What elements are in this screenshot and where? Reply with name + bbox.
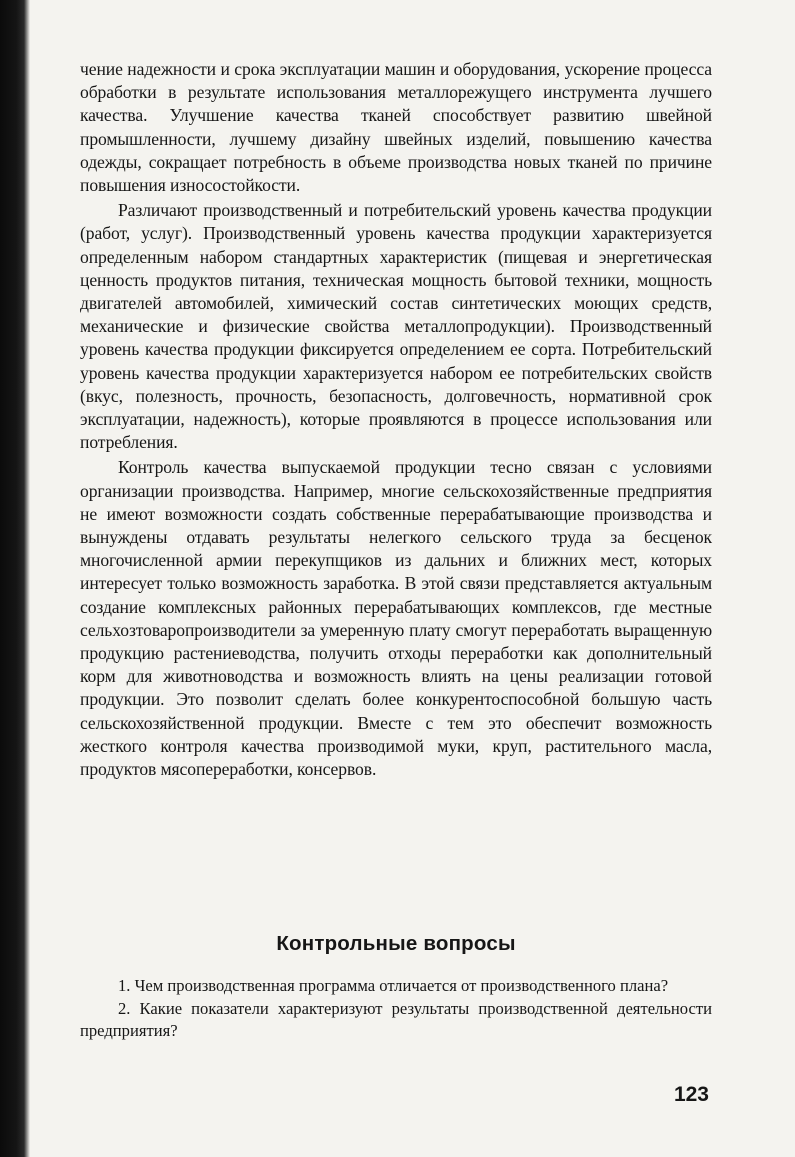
- paragraph-quality-levels: Различают производственный и потребительский уровень качества продукции (работ, услуг). Производственный уровень качества продукции характеризуется определенным набором стандартных характеристик (пищевая и энергетическая ценность продуктов питания, техническая мощность бытовой техники, мощность двигателей автомобилей, химический состав синтетических моющих средств, механические и физические свойства металлопродукции). Производственный уровень качества продукции фиксируется определением ее сорта. Потребительский уровень качества продукции характеризуется набором ее потребительских свойств (вкус, полезность, прочность, безопасность, долговечность, нормативной срок эксплуатации, надежность), которые проявляются в процессе использования или потребления.: [80, 200, 712, 453]
- page-body: [80, 58, 712, 781]
- question-item: 1. Чем производственная программа отличается от производственного плана?: [118, 976, 669, 995]
- page-number: 123: [673, 1083, 709, 1106]
- paragraph-continuation: чение надежности и срока эксплуатации машин и оборудования, ускорение процесса обработки в результате использования металлорежущего инструмента лучшего качества. Улучшение качества тканей способствует развитию швейной промышленности, лучшему дизайну швейных изделий, повышению качества одежды, сокращает потребность в объеме производства новых тканей по причине повышения износостойкости.: [80, 59, 712, 196]
- section-heading: Контрольные вопросы: [276, 932, 516, 955]
- paragraph-quality-control: Контроль качества выпускаемой продукции тесно связан с условиями организации производства. Например, многие сельскохозяйственные предприятия не имеют возможности создать собственные перерабатывающие производства и вынуждены отдавать результаты нелегкого сельского труда за бесценок многочисленной армии перекупщиков из дальних и ближних мест, которых интересует только возможность заработка. В этой связи представляется актуальным создание комплексных районных перерабатывающих комплексов, где местные сельхозтоваропроизводители за умеренную плату смогут переработать выращенную продукцию растениеводства, получить отходы переработки как дополнительный корм для животноводства и возможность влиять на цены реализации готовой продукции. Это позволит сделать более конкурентоспособной большую часть сельскохозяйственной продукции. Вместе с тем это обеспечит возможность жесткого контроля качества производимой муки, круп, растительного масла, продуктов мясопереработки, консервов.: [80, 457, 712, 780]
- question-item: 2. Какие показатели характеризуют результаты производственной деятельности предприятия?: [80, 999, 712, 1040]
- review-questions: [80, 975, 712, 1042]
- book-spine-shadow: [0, 0, 30, 1157]
